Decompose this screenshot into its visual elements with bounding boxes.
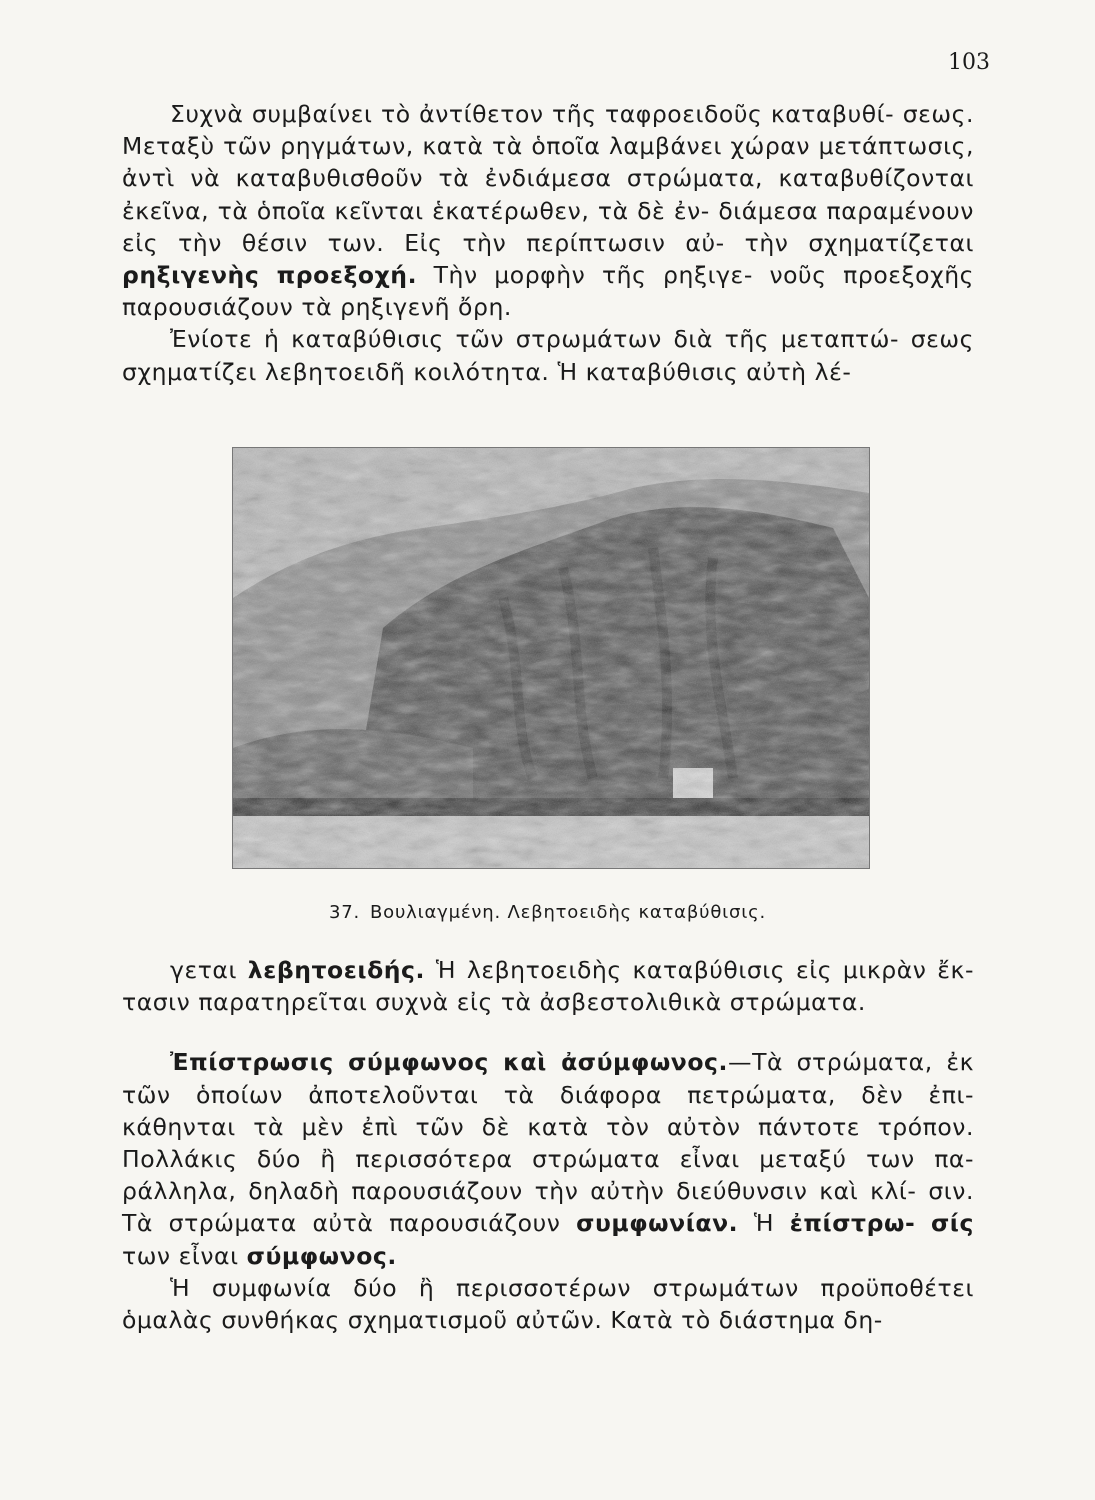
text-block-top (122, 98, 974, 388)
paragraph (122, 98, 974, 323)
text-run: Ἡ (738, 1209, 790, 1238)
bold-term: ἐπίστρω- (789, 1209, 916, 1238)
bold-term: συμφωνίαν. (576, 1209, 739, 1238)
text-run: τὴν σχηματίζεται (744, 228, 975, 257)
text-run: καταβυθίζονται ἐκεῖνα, τὰ ὁποῖα κεῖνται ἑκατέρωθεν, τὰ δὲ ἐν- (122, 164, 974, 225)
text-run: ὁμαλὰς συνθήκας σχηματισμοῦ αὐτῶν. Κατὰ τὸ διάστημα δη- (122, 1306, 883, 1335)
text-run: γεται (170, 956, 248, 984)
text-run: νοῦς προεξοχῆς παρουσιάζουν τὰ ρηξιγενῆ ὄρη. (122, 261, 974, 322)
text-run: ἐκ τῶν ὁποίων ἀποτελοῦνται τὰ διάφορα πετρώματα, δὲν ἐπι- (122, 1048, 974, 1109)
bold-term: σίς (930, 1209, 974, 1238)
text-run: Συχνὰ συμβαίνει τὸ ἀντίθετον τῆς ταφροειδοῦς καταβυθί- (170, 100, 895, 128)
paragraph (122, 954, 974, 1018)
text-run: Ἡ λεβητοειδὴς καταβύθισις εἰς μικρὰν ἔκ- (425, 956, 974, 984)
bold-term: σύμφωνος. (246, 1241, 397, 1270)
figure-photo (232, 447, 870, 869)
page-number: 103 (948, 50, 990, 75)
text-run: σεως σχηματίζει λεβητοειδῆ κοιλότητα. Ἡ καταβύθισις αὐτὴ λέ- (122, 325, 974, 386)
text-run: Τὴν μορφὴν τῆς ρηξιγε- (417, 261, 753, 290)
paragraph-gap (122, 1018, 974, 1046)
figure-number: 37. (328, 902, 360, 923)
bold-term: ρηξιγενὴς προεξοχή. (122, 261, 418, 290)
paragraph (122, 1046, 974, 1271)
text-run: των εἶναι (122, 1241, 247, 1270)
text-run: —Τὰ στρώματα, (728, 1048, 933, 1077)
text-run: σεως. Μεταξὺ τῶν ρηγμάτων, κατὰ τὰ ὁποῖα λαμβάνει χώραν (122, 100, 974, 161)
text-run: ράλληλα, δηλαδὴ παρουσιάζουν τὴν αὐτὴν διεύθυνσιν καὶ κλί- (122, 1177, 917, 1206)
text-block-bottom (122, 954, 974, 1336)
text-run: Πολλάκις δύο ἢ περισσότερα στρώματα εἶναι μεταξύ των πα- (122, 1145, 974, 1174)
text-run: τασιν παρατηρεῖται συχνὰ εἰς τὰ ἀσβεστολιθικὰ στρώματα. (122, 988, 866, 1017)
bold-term: Ἐπίστρωσις σύμφωνος καὶ ἀσύμφωνος. (170, 1048, 729, 1077)
text-run: Ἡ συμφωνία δύο ἢ περισσοτέρων στρωμάτων προϋποθέτει (170, 1273, 974, 1302)
text-run: κάθηνται τὰ μὲν ἐπὶ τῶν δὲ κατὰ τὸν αὐτὸν πάντοτε τρόπον. (122, 1112, 974, 1141)
bold-term: λεβητοειδής. (247, 956, 426, 984)
paragraph (122, 323, 974, 387)
text-run: μετάπτωσις, ἀντὶ νὰ καταβυθισθοῦν τὰ ἐνδιάμεσα στρώματα, (122, 132, 974, 193)
figure-caption-text: Βουλιαγμένη. Λεβητοειδὴς καταβύθισις. (370, 902, 767, 923)
landscape-photo (233, 448, 869, 868)
figure-caption (0, 902, 1095, 923)
paragraph (122, 1272, 974, 1336)
text-run: διάμεσα παραμένουν εἰς τὴν θέσιν των. Εἰς τὴν περίπτωσιν αὐ- (122, 196, 974, 257)
text-run: σιν. Τὰ στρώματα αὐτὰ παρουσιάζουν (122, 1177, 974, 1238)
text-run: Ἐνίοτε ἡ καταβύθισις τῶν στρωμάτων διὰ τῆς μεταπτώ- (170, 325, 899, 354)
